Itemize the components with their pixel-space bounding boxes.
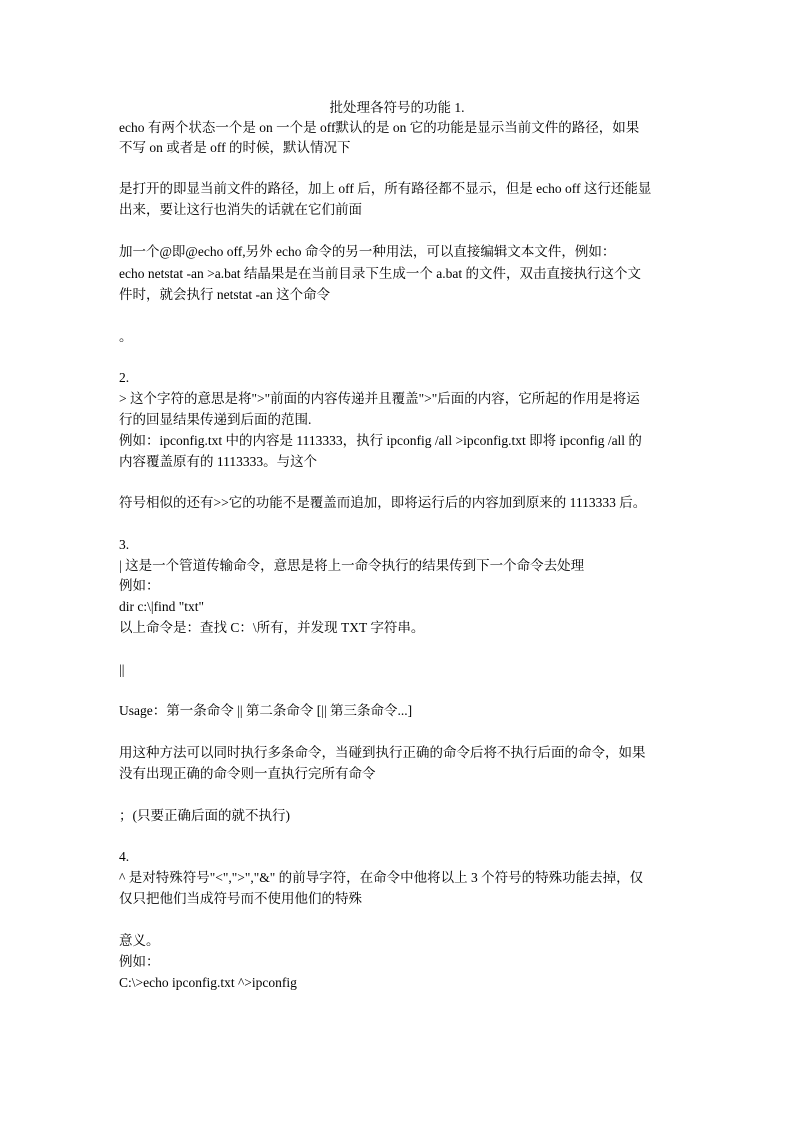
text-line: 内容覆盖原有的 1113333。与这个 xyxy=(119,454,318,469)
text-line: 仅只把他们当成符号而不使用他们的特殊 xyxy=(119,891,362,906)
text-line: 件时，就会执行 netstat -an 这个命令 xyxy=(119,287,331,302)
text-line: 没有出现正确的命令则一直执行完所有命令 xyxy=(119,766,376,781)
text-line: 加一个@即@echo off,另外 echo 命令的另一种用法，可以直接编辑文本文件，例如： xyxy=(119,244,616,259)
code-line: C:\>echo ipconfig.txt ^>ipconfig xyxy=(119,975,297,990)
text-line: > 这个字符的意思是将">"前面的内容传递并且覆盖">"后面的内容，它所起的作用是将运 xyxy=(119,391,640,406)
section-number: 3. xyxy=(119,537,130,552)
text-line: 以上命令是：查找 C：\所有，并发现 TXT 字符串。 xyxy=(119,620,425,635)
text-line: | 这是一个管道传输命令，意思是将上一命令执行的结果传到下一个命令去处理 xyxy=(119,558,585,573)
text-line: 是打开的即显当前文件的路径，加上 off 后，所有路径都不显示，但是 echo off 这行还能显 xyxy=(119,181,652,196)
text-line: 不写 on 或者是 off 的时候，默认情况下 xyxy=(119,140,351,155)
document-title: 批处理各符号的功能 1. xyxy=(329,100,465,115)
text-line: Usage：第一条命令 || 第二条命令 [|| 第三条命令...] xyxy=(119,703,413,718)
code-line: dir c:\|find "txt" xyxy=(119,599,204,614)
text-line: echo 有两个状态一个是 on 一个是 off默认的是 on 它的功能是显示当前文件的路径，如果 xyxy=(119,120,640,135)
text-line: ^ 是对特殊符号"<",">","&" 的前导字符，在命令中他将以上 3 个符号的特殊功能去掉，仅 xyxy=(119,870,644,885)
text-line: 出来，要让这行也消失的话就在它们前面 xyxy=(119,202,362,217)
text-line: 例如：ipconfig.txt 中的内容是 1113333，执行 ipconfig /all >ipconfig.txt 即将 ipconfig /all 的 xyxy=(119,433,642,448)
text-line: 。 xyxy=(119,329,133,344)
text-line: echo netstat -an >a.bat 结晶果是在当前目录下生成一个 a.bat 的文件，双击直接执行这个文 xyxy=(119,266,642,281)
text-line: 符号相似的还有>>它的功能不是覆盖而追加，即将运行后的内容加到原来的 1113333 后。 xyxy=(119,495,647,510)
text-line: || xyxy=(119,662,125,677)
text-line: 例如： xyxy=(119,578,160,593)
text-line: ；(只要正确后面的就不执行) xyxy=(119,808,290,823)
text-line: 行的回显结果传递到后面的范围. xyxy=(119,412,312,427)
section-number: 2. xyxy=(119,370,130,385)
text-line: 用这种方法可以同时执行多条命令，当碰到执行正确的命令后将不执行后面的命令，如果 xyxy=(119,745,646,760)
text-line: 例如： xyxy=(119,954,160,969)
section-number: 4. xyxy=(119,849,130,864)
text-line: 意义。 xyxy=(119,933,160,948)
